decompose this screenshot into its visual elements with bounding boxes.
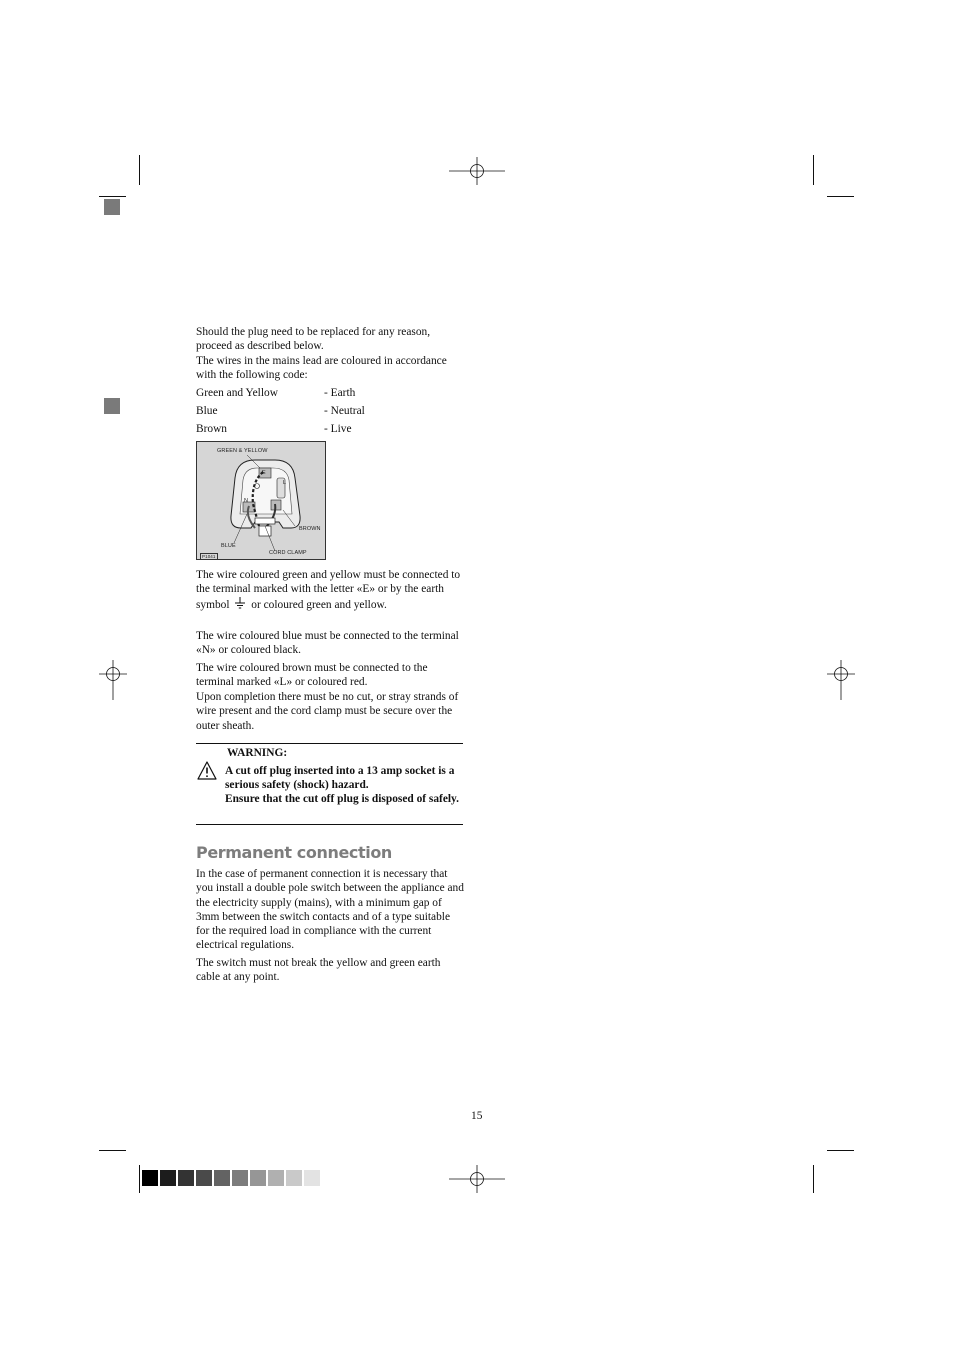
gray-swatch (286, 1170, 302, 1186)
green-yellow-text-b: or coloured green and yellow. (251, 598, 387, 611)
registration-mark-icon (99, 660, 127, 700)
intro-text: The wires in the mains lead are coloured in accordance with the following code: (196, 355, 447, 382)
intro-text: Should the plug need to be replaced for any reason, proceed as described below. (196, 326, 431, 353)
blue-instruction: The wire coloured blue must be connected to the terminal «N» or coloured black. (196, 630, 459, 657)
page-number: 15 (471, 1110, 483, 1122)
margin-marker-square (104, 398, 120, 414)
green-yellow-text-a: The wire coloured green and yellow must be connected to the terminal marked with the letter «E» or by the earth symbol (196, 569, 461, 611)
green-yellow-instruction (196, 568, 466, 612)
warning-box (196, 743, 463, 825)
warning-triangle-icon (197, 761, 217, 780)
warning-line-1: A cut off plug inserted into a 13 amp socket is a serious safety (shock) hazard. (225, 765, 455, 791)
figure-code: P1041 (202, 554, 216, 559)
gray-swatch (160, 1170, 176, 1186)
wire-colour: Brown (196, 423, 228, 435)
brown-instruction: The wire coloured brown must be connected to the terminal marked «L» or coloured red. (196, 662, 428, 689)
plug-drawing-icon (197, 442, 326, 560)
wire-colour: Green and Yellow (196, 387, 278, 399)
gray-swatch (250, 1170, 266, 1186)
warning-title: WARNING: (227, 747, 288, 759)
warning-text (225, 764, 463, 806)
wire-meaning: - Neutral (324, 405, 365, 417)
margin-marker-square (104, 199, 120, 215)
permanent-connection-text: In the case of permanent connection it is necessary that you install a double pole switch between the appliance and the electricity supply (mains), with a minimum gap of 3mm between the switch contacts and of a type suitable for the required load in compliance with the current electrical regulations. (196, 868, 464, 952)
wire-colour: Blue (196, 405, 218, 417)
warning-line-2: Ensure that the cut off plug is disposed of safely. (225, 793, 459, 805)
section-heading: Permanent connection (196, 843, 392, 862)
registration-mark-icon (449, 1165, 505, 1193)
gray-swatch (178, 1170, 194, 1186)
gray-swatch (142, 1170, 158, 1186)
label-neutral-terminal: N (244, 498, 249, 504)
gray-swatch (196, 1170, 212, 1186)
gray-swatch (232, 1170, 248, 1186)
completion-instruction: Upon completion there must be no cut, or stray strands of wire present and the cord clamp must be secure over the outer sheath. (196, 691, 459, 732)
wire-meaning: - Live (324, 423, 352, 435)
gray-swatch (268, 1170, 284, 1186)
label-green-yellow: GREEN & YELLOW (217, 448, 268, 454)
label-earth-terminal: E (262, 470, 266, 476)
earth-symbol-icon (234, 597, 246, 609)
gray-swatch (214, 1170, 230, 1186)
switch-note-text: The switch must not break the yellow and green earth cable at any point. (196, 957, 441, 984)
wire-meaning: - Earth (324, 387, 356, 399)
label-live-terminal: L (283, 480, 287, 486)
gray-swatch (304, 1170, 320, 1186)
label-blue: BLUE (221, 543, 236, 549)
registration-mark-icon (449, 157, 505, 185)
plug-wiring-diagram (196, 441, 326, 560)
registration-mark-icon (827, 660, 855, 700)
label-cord-clamp: CORD CLAMP (269, 550, 307, 556)
label-brown: BROWN (299, 526, 321, 532)
